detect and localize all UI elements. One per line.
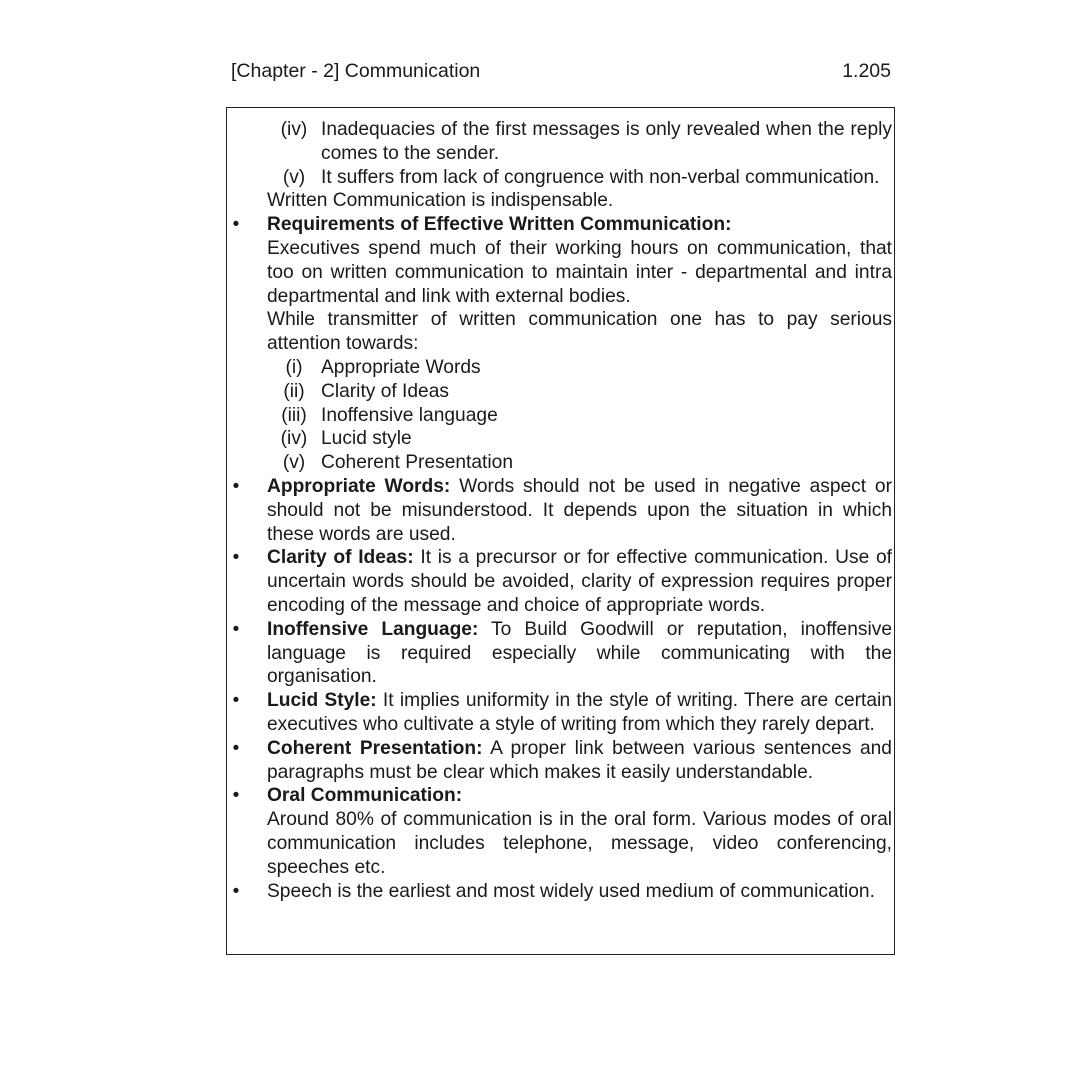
bullet-icon: • — [232, 690, 240, 712]
point-text: Words should not be used in negative aspect or should not be misunderstood. It depends upon the situation in which these words are used. — [267, 475, 892, 545]
item-number: (v) — [282, 452, 306, 474]
content-box — [226, 107, 895, 955]
running-header — [231, 60, 891, 86]
item-text: Coherent Presentation — [321, 452, 513, 474]
point-label: Inoffensive Language: — [267, 618, 479, 640]
item-number: (ii) — [283, 380, 305, 402]
paragraph: Executives spend much of their working hours on communication, that too on written communication to maintain inter - departmental and intra departmental and link with external bodies. — [267, 237, 892, 307]
bullet-icon: • — [232, 475, 240, 497]
bullet-point — [232, 880, 892, 904]
item-text: Inadequacies of the first messages is only revealed when the reply comes to the sender. — [321, 119, 892, 164]
item-text: It suffers from lack of congruence with non-verbal communication. — [321, 166, 880, 188]
item-text: Appropriate Words — [321, 356, 481, 378]
list-item — [267, 356, 892, 380]
bullet-point — [232, 737, 892, 785]
bullet-icon: • — [232, 547, 240, 569]
point-label: Coherent Presentation: — [267, 737, 483, 759]
bullet-point — [232, 689, 892, 737]
list-item — [267, 451, 892, 475]
bullet-heading — [232, 784, 892, 808]
section-heading: Oral Communication: — [267, 785, 463, 807]
point-label: Appropriate Words: — [267, 475, 451, 497]
bullet-heading — [232, 213, 892, 237]
item-text: Lucid style — [321, 428, 412, 450]
item-text: Clarity of Ideas — [321, 380, 449, 402]
item-text: Inoffensive language — [321, 404, 498, 426]
bullet-point — [232, 618, 892, 689]
bullet-point — [232, 475, 892, 546]
bullet-point — [232, 546, 892, 617]
list-item — [267, 404, 892, 428]
list-item — [267, 118, 892, 166]
item-number: (v) — [282, 166, 306, 188]
list-item — [267, 380, 892, 404]
bullet-icon: • — [232, 214, 240, 236]
page-number: 1.205 — [842, 60, 891, 82]
list-item — [267, 427, 892, 451]
item-number: (iv) — [280, 428, 308, 450]
chapter-title: [Chapter - 2] Communication — [231, 60, 481, 82]
bullet-icon: • — [232, 737, 240, 759]
section-heading: Requirements of Effective Written Communication: — [267, 214, 732, 236]
item-number: (iii) — [281, 404, 307, 426]
point-label: Clarity of Ideas: — [267, 547, 414, 569]
bullet-icon: • — [232, 880, 240, 902]
item-number: (i) — [285, 356, 303, 378]
paragraph: While transmitter of written communication one has to pay serious attention towards: — [267, 309, 892, 355]
point-label: Lucid Style: — [267, 690, 377, 712]
item-number: (iv) — [280, 119, 308, 140]
bullet-icon: • — [232, 618, 240, 640]
list-item — [267, 166, 892, 190]
bullet-icon: • — [232, 785, 240, 807]
point-text: Speech is the earliest and most widely used medium of communication. — [267, 880, 875, 902]
paragraph: Written Communication is indispensable. — [267, 190, 614, 212]
content-body — [232, 118, 892, 903]
point-text: A proper link between various sentences and paragraphs must be clear which makes it easily understandable. — [267, 737, 892, 783]
point-text: To Build Goodwill or reputation, inoffensive language is required especially while communicating with the organisation. — [267, 618, 892, 688]
paragraph: Around 80% of communication is in the oral form. Various modes of oral communication includes telephone, message, video conferencing, speeches etc. — [267, 809, 892, 878]
point-text: It is a precursor or for effective communication. Use of uncertain words should be avoided, clarity of expression requires proper encoding of the message and choice of appropriate words. — [267, 547, 892, 616]
point-text: It implies uniformity in the style of writing. There are certain executives who cultivate a style of writing from which they rarely depart. — [267, 690, 892, 735]
